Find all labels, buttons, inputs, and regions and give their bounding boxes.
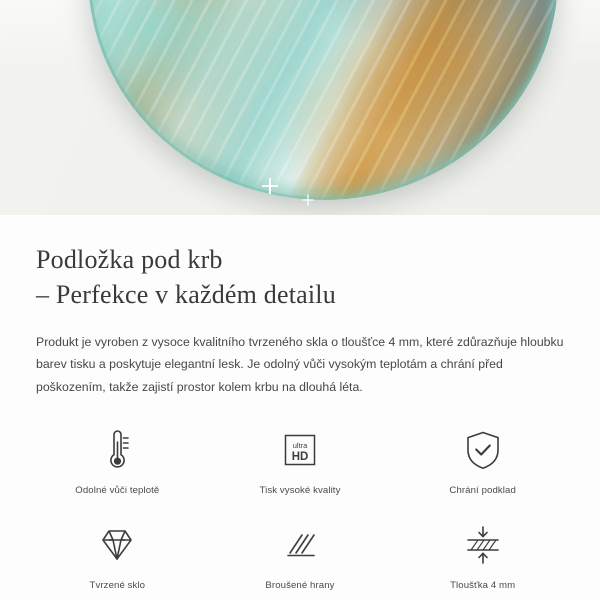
product-description-text: Produkt je vyroben z vysoce kvalitního tvrzeného skla o tloušťce 4 mm, které zdůrazňuje hloubku barev tisku a poskytuje elegantní lesk. Je odolný vůči vysokým teplotám a chrání před poškozením, takže zajistí prostor kolem krbu na dlouhá léta. (36, 334, 564, 395)
glass-mat-product-image (88, 0, 558, 200)
thickness-arrows-icon (456, 520, 510, 570)
feature-item-print-quality (209, 425, 392, 496)
headline-line-1: Podložka pod krb (36, 245, 223, 274)
headline-line-2: – Perfekce v každém detailu (36, 279, 336, 309)
polished-edges-icon (273, 520, 327, 570)
feature-item-tempered-glass (26, 520, 209, 591)
hero-image (0, 0, 600, 215)
diamond-icon (90, 520, 144, 570)
feature-label: Chrání podklad (449, 484, 516, 496)
feature-item-surface-protection (391, 425, 574, 496)
feature-label: Tvrzené sklo (89, 579, 146, 591)
feature-item-temperature (26, 425, 209, 496)
feature-label: Odolné vůči teplotě (75, 484, 160, 496)
shield-check-icon (456, 425, 510, 475)
svg-text:HD: HD (291, 450, 309, 463)
page-title (36, 243, 564, 313)
feature-grid (0, 425, 600, 591)
feature-label: Tloušťka 4 mm (450, 579, 516, 591)
svg-text:ultra: ultra (292, 440, 308, 450)
thermometer-icon (90, 425, 144, 475)
feature-label: Broušené hrany (265, 579, 335, 591)
feature-item-thickness (391, 520, 574, 591)
ultra-hd-icon (273, 425, 327, 475)
feature-label: Tisk vysoké kvality (259, 484, 341, 496)
feature-item-polished-edges (209, 520, 392, 591)
content-block (0, 215, 600, 399)
